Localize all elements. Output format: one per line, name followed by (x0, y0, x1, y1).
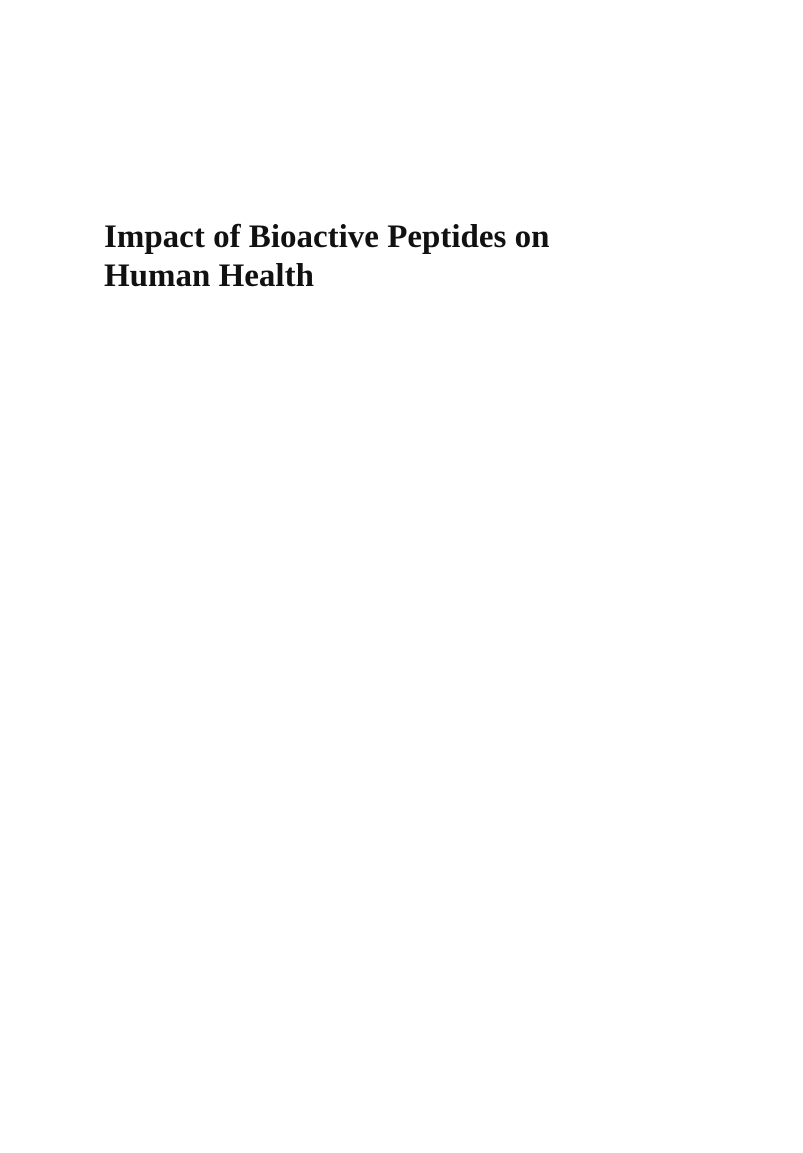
book-title-line-1: Impact of Bioactive Peptides on (104, 219, 550, 255)
book-title-line-2: Human Health (104, 258, 314, 294)
book-title (104, 218, 704, 296)
